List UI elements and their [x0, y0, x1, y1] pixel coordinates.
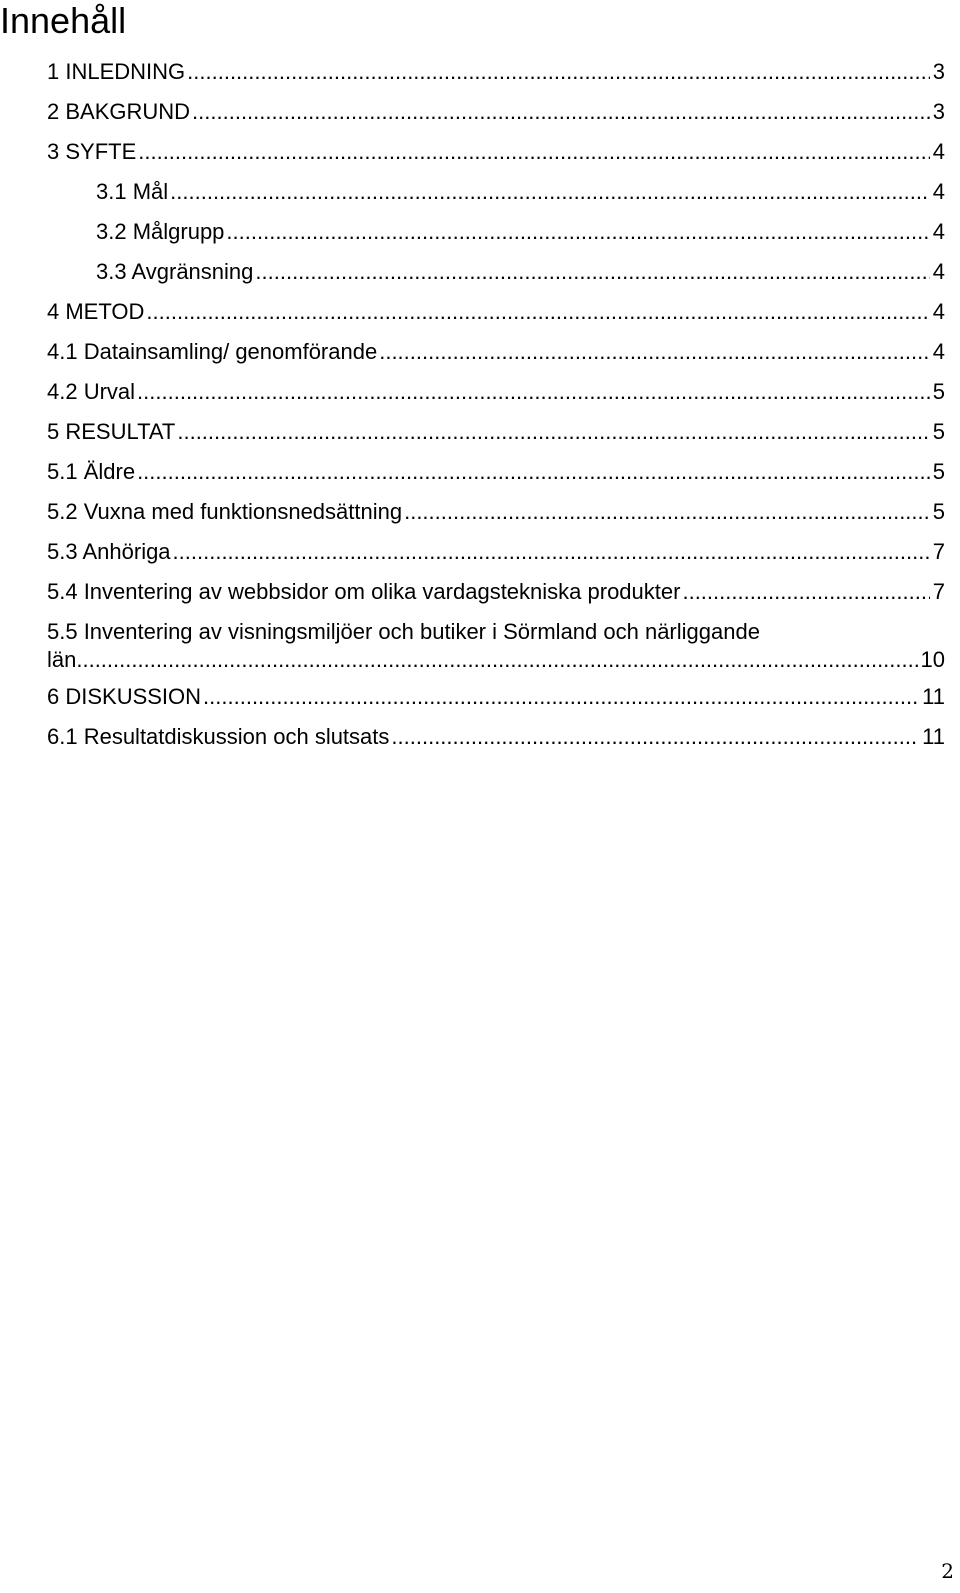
toc-entry-label: 4.1 Datainsamling/ genomförande: [47, 339, 378, 364]
toc-dot-leader: [76, 647, 917, 673]
toc-entry-label: 5.5 Inventering av visningsmiljöer och butiker i Sörmland och närliggande: [47, 619, 760, 644]
toc-entry-syfte[interactable]: [47, 132, 945, 172]
toc-entry-label: 3.2 Målgrupp: [96, 219, 225, 244]
toc-entry-page: 4: [932, 299, 945, 324]
toc-dot-leader: [177, 412, 929, 452]
toc-entry-label: 3 SYFTE: [47, 139, 137, 164]
toc-dot-leader: [391, 717, 919, 757]
toc-entry-resultatdiskussion[interactable]: [47, 717, 945, 757]
toc-entry-inventering-webbsidor[interactable]: [47, 572, 945, 612]
toc-entry-page: 5: [932, 459, 945, 484]
toc-entry-label: 4 METOD: [47, 299, 145, 324]
toc-entry-mal[interactable]: [47, 172, 945, 212]
toc-dot-leader: [192, 92, 930, 132]
toc-dot-leader: [137, 452, 930, 492]
toc-dot-leader: [146, 292, 929, 332]
toc-entry-datainsamling[interactable]: [47, 332, 945, 372]
toc-dot-leader: [138, 132, 930, 172]
toc-entry-label: 6 DISKUSSION: [47, 684, 202, 709]
toc-entry-page: 10: [920, 647, 945, 672]
toc-entry-label: 3.3 Avgränsning: [96, 259, 254, 284]
toc-dot-leader: [173, 532, 930, 572]
toc-dot-leader: [187, 52, 930, 92]
toc-entry-page: 4: [932, 179, 945, 204]
toc-entry-page: 5: [932, 379, 945, 404]
toc-entry-label: 5.1 Äldre: [47, 459, 136, 484]
toc-entry-anhoriga[interactable]: [47, 532, 945, 572]
toc-entry-page: 11: [922, 684, 945, 709]
toc-entry-inventering-visningsmiljoer[interactable]: [47, 617, 945, 677]
toc-entry-page: 7: [932, 539, 945, 564]
toc-entry-label: 5.3 Anhöriga: [47, 539, 171, 564]
toc-entry-label: 6.1 Resultatdiskussion och slutsats: [47, 724, 390, 749]
toc-entry-page: 3: [932, 99, 945, 124]
toc-entry-label: 2 BAKGRUND: [47, 99, 191, 124]
toc-dot-leader: [137, 372, 930, 412]
toc-entry-page: 4: [932, 339, 945, 364]
toc-entry-resultat[interactable]: [47, 412, 945, 452]
toc-entry-metod[interactable]: [47, 292, 945, 332]
page-number: 2: [941, 1559, 954, 1583]
toc-dot-leader: [226, 212, 929, 252]
toc-entry-urval[interactable]: [47, 372, 945, 412]
toc-entry-label: 4.2 Urval: [47, 379, 136, 404]
toc-entry-diskussion[interactable]: [47, 677, 945, 717]
toc-dot-leader: [170, 172, 930, 212]
toc-entry-label: 5 RESULTAT: [47, 419, 176, 444]
toc-entry-aldre[interactable]: [47, 452, 945, 492]
toc-entry-label: 5.2 Vuxna med funktionsnedsättning: [47, 499, 403, 524]
toc-entry-page: 5: [932, 419, 945, 444]
toc-entry-label: 1 INLEDNING: [47, 59, 186, 84]
toc-dot-leader: [379, 332, 930, 372]
toc-entry-vuxna[interactable]: [47, 492, 945, 532]
toc-entry-bakgrund[interactable]: [47, 92, 945, 132]
toc-entry-page: 5: [932, 499, 945, 524]
toc-entry-page: 7: [932, 579, 945, 604]
toc-entry-page: 3: [932, 59, 945, 84]
toc-entry-page: 11: [922, 724, 945, 749]
toc-entry-page: 4: [932, 219, 945, 244]
toc-entry-inledning[interactable]: [47, 52, 945, 92]
toc-entry-continuation: [47, 647, 945, 677]
toc-entry-page: 4: [932, 139, 945, 164]
toc-entry-label: 3.1 Mål: [96, 179, 169, 204]
toc-entry-page: 4: [932, 259, 945, 284]
table-of-contents: [47, 52, 945, 757]
page-title: Innehåll: [0, 0, 127, 41]
toc-entry-avgransning[interactable]: [47, 252, 945, 292]
toc-entry-malgrupp[interactable]: [47, 212, 945, 252]
toc-dot-leader: [682, 572, 929, 612]
toc-entry-label-continued: län: [47, 647, 77, 672]
toc-dot-leader: [255, 252, 929, 292]
toc-dot-leader: [203, 677, 919, 717]
toc-entry-label: 5.4 Inventering av webbsidor om olika vardagstekniska produkter: [47, 579, 681, 604]
toc-dot-leader: [404, 492, 930, 532]
